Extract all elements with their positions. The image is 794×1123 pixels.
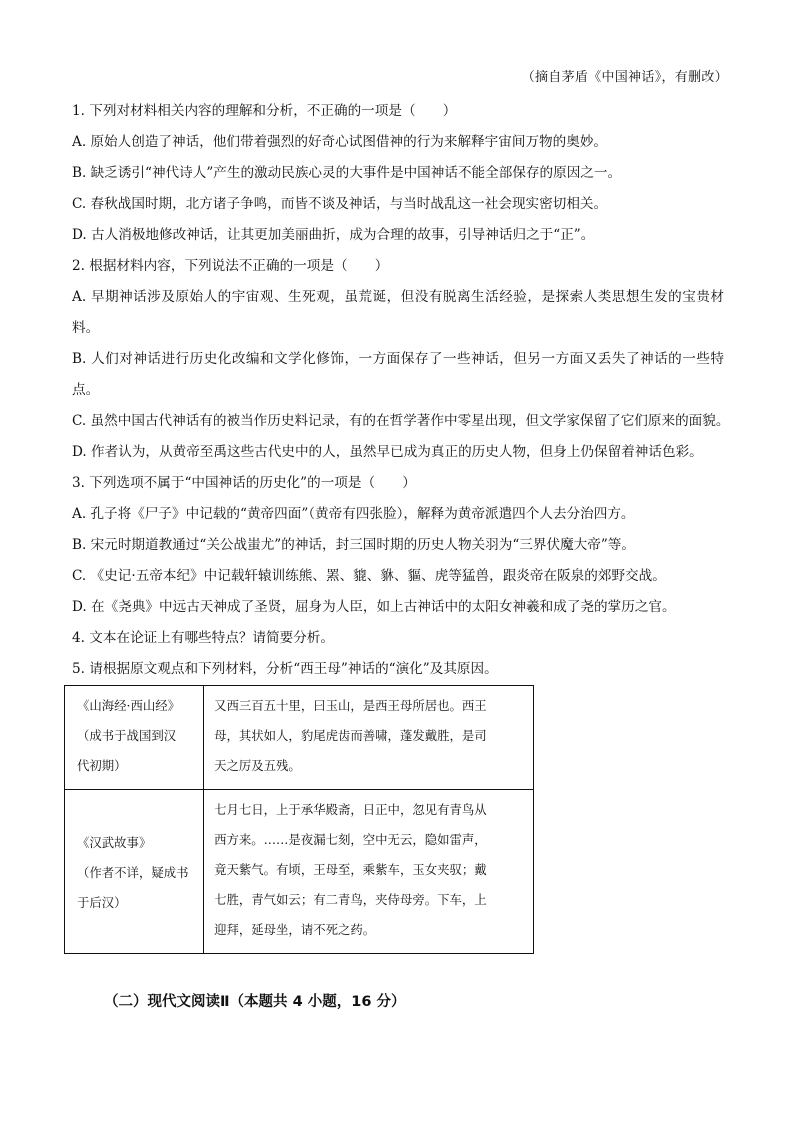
- question-2-stem: 2. 根据材料内容，下列说法不正确的一项是（ ）: [72, 258, 389, 274]
- question-1-stem: 1. 下列对材料相关内容的理解和分析，不正确的一项是（ ）: [72, 103, 457, 119]
- material-table: [64, 685, 534, 954]
- material-table-wrapper: [64, 685, 534, 954]
- source-line: 《山海经·西山经》: [77, 698, 181, 713]
- table-cell-text: [204, 790, 534, 954]
- question-3-option-d: D. 在《尧典》中远古天神成了圣贤，屈身为人臣，如上古神话中的太阳女神羲和成了尧的掌历之官。: [72, 599, 676, 615]
- text-line: 又西三百五十里，曰玉山，是西王母所居也。西王: [214, 698, 487, 713]
- question-3-option-a: A. 孔子将《尸子》中记载的“黄帝四面”（黄帝有四张脸），解释为黄帝派遣四个人去分治四方。: [72, 506, 635, 522]
- question-2-option-b: B. 人们对神话进行历史化改编和文学化修饰，一方面保存了一些神话，但另一方面又丢失了神话的一些特点。: [72, 351, 724, 398]
- source-line: （成书于战国到汉: [77, 728, 177, 743]
- question-2-option-a: A. 早期神话涉及原始人的宇宙观、生死观，虽荒诞，但没有脱离生活经验，是探索人类思想生发的宝贵材料。: [72, 289, 724, 336]
- text-line: 七胜，青气如云；有二青鸟，夹侍母旁。下车，上: [214, 892, 487, 907]
- question-1-option-b: B. 缺乏诱引“神代诗人”产生的激动民族心灵的大事件是中国神话不能全部保存的原因之一。: [72, 165, 622, 181]
- question-3-option-c: C. 《史记·五帝本纪》中记载轩辕训练熊、罴、貔、貅、貙、虎等猛兽，跟炎帝在阪泉的郊野交战。: [72, 568, 666, 584]
- question-1-option-d: D. 古人消极地修改神话，让其更加美丽曲折，成为合理的故事，引导神话归之于“正”。: [72, 227, 595, 243]
- section-heading: （二）现代文阅读Ⅱ（本题共 4 小题，16 分）: [104, 994, 406, 1010]
- text-line: 母，其状如人，豹尾虎齿而善啸，蓬发戴胜，是司: [214, 728, 487, 743]
- table-row: [65, 790, 534, 954]
- question-1-option-c: C. 春秋战国时期，北方诸子争鸣，而皆不谈及神话，与当时战乱这一社会现实密切相关。: [72, 196, 608, 212]
- question-3-option-b: B. 宋元时期道教通过“关公战蚩尤”的神话，封三国时期的历史人物关羽为“三界伏魔大帝”等。: [72, 537, 635, 553]
- question-1-option-a: A. 原始人创造了神话，他们带着强烈的好奇心试图借神的行为来解释宇宙间万物的奥妙。: [72, 134, 608, 150]
- table-cell-text: [204, 686, 534, 790]
- source-line: 《汉武故事》: [77, 835, 152, 850]
- question-2-option-d: D. 作者认为，从黄帝至禹这些古代史中的人，虽然早已成为真正的历史人物，但身上仍保留着神话色彩。: [72, 444, 703, 460]
- question-5-stem: 5. 请根据原文观点和下列材料，分析“西王母”神话的“演化”及其原因。: [72, 661, 498, 677]
- text-line: 竟天紫气。有顷，王母至，乘紫车，玉女夹驭；戴: [214, 862, 487, 877]
- text-line: 七月七日，上于承华殿斋，日正中，忽见有青鸟从: [214, 802, 487, 817]
- source-citation: （摘自茅盾《中国神话》，有删改）: [521, 70, 728, 85]
- source-line: 于后汉）: [77, 895, 127, 910]
- text-line: 天之厉及五残。: [214, 758, 301, 773]
- question-2-option-c: C. 虽然中国古代神话有的被当作历史料记录，有的在哲学著作中零星出现，但文学家保留了它们原来的面貌。: [72, 413, 730, 429]
- source-line: 代初期）: [77, 758, 127, 773]
- table-cell-source: [65, 790, 204, 954]
- text-line: 迎拜，延母坐，请不死之药。: [214, 922, 376, 937]
- table-row: [65, 686, 534, 790]
- questions-block: [72, 96, 730, 685]
- question-4-stem: 4. 文本在论证上有哪些特点？请简要分析。: [72, 630, 334, 646]
- table-cell-source: [65, 686, 204, 790]
- question-3-stem: 3. 下列选项不属于“中国神话的历史化”的一项是（ ）: [72, 475, 416, 491]
- text-line: 西方来。……是夜漏七刻，空中无云，隐如雷声，: [214, 832, 487, 847]
- source-line: （作者不详，疑成书: [77, 865, 189, 880]
